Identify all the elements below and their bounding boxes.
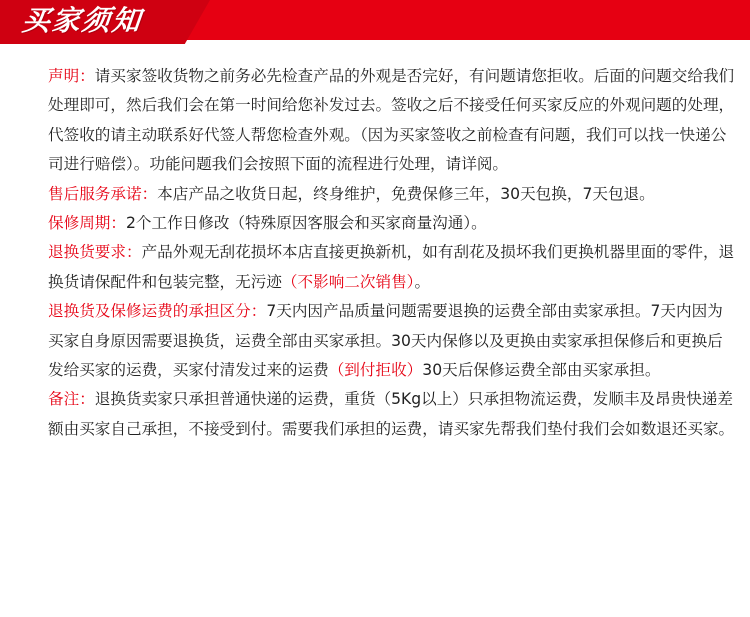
statement-text: 请买家签收货物之前务必先检查产品的外观是否完好，有问题请您拒收。后面的问题交给我们处理即可，然后我们会在第一时间给您补发过去。签收之后不接受任何买家反应的外观问题的处理，代签收的请主动联系好代签人帮您检查外观。（因为买家签收之前检查有问题，我们可以找一快递公司进行赔偿）。功能问题我们会按照下面的流程进行处理，请详阅。 bbox=[48, 67, 735, 174]
return-requirements-label: 退换货要求： bbox=[48, 243, 142, 262]
shipping-cost-label: 退换货及保修运费的承担区分： bbox=[48, 302, 267, 321]
warranty-period-label: 保修周期： bbox=[48, 214, 126, 233]
after-sales-paragraph bbox=[48, 180, 738, 209]
statement-paragraph bbox=[48, 62, 738, 180]
header-banner bbox=[0, 0, 750, 44]
warranty-period-paragraph bbox=[48, 209, 738, 238]
notice-content bbox=[48, 62, 738, 444]
return-requirements-highlight: （不影响二次销售） bbox=[281, 272, 415, 291]
statement-label: 声明： bbox=[48, 67, 95, 85]
shipping-cost-paragraph bbox=[48, 297, 738, 385]
return-requirements-paragraph bbox=[48, 238, 738, 297]
remarks-label: 备注： bbox=[48, 390, 95, 409]
return-requirements-text: 产品外观无刮花损坏本店直接更换新机，如有刮花及损坏我们更换机器里面的零件，退换货请保配件和包装完整，无污迹 bbox=[48, 243, 735, 291]
remarks-text: 退换货卖家只承担普通快递的运费，重货（5Kg以上）只承担物流运费，发顺丰及昂贵快递差额由买家自己承担，不接受到付。需要我们承担的运费，请买家先帮我们垫付我们会如数退还买家。 bbox=[48, 390, 735, 438]
shipping-cost-highlight: （到付拒收） bbox=[328, 361, 423, 380]
warranty-period-text: 2个工作日修改（特殊原因客服会和买家商量沟通）。 bbox=[125, 214, 487, 233]
after-sales-label: 售后服务承诺： bbox=[48, 184, 158, 203]
shipping-cost-text-end: 30天后保修运费全部由买家承担。 bbox=[422, 361, 661, 380]
return-requirements-text-end: 。 bbox=[414, 272, 431, 291]
remarks-paragraph bbox=[48, 385, 738, 444]
after-sales-text: 本店产品之收货日起，终身维护，免费保修三年，30天包换，7天包退。 bbox=[157, 184, 655, 203]
page-title: 买家须知 bbox=[20, 4, 144, 37]
shipping-cost-text: 7天内因产品质量问题需要退换的运费全部由卖家承担。7天内因为买家自身原因需要退换货，运费全部由买家承担。30天内保修以及更换由卖家承担保修后和更换后发给买家的运费，买家付清发过来的运费 bbox=[48, 302, 723, 380]
